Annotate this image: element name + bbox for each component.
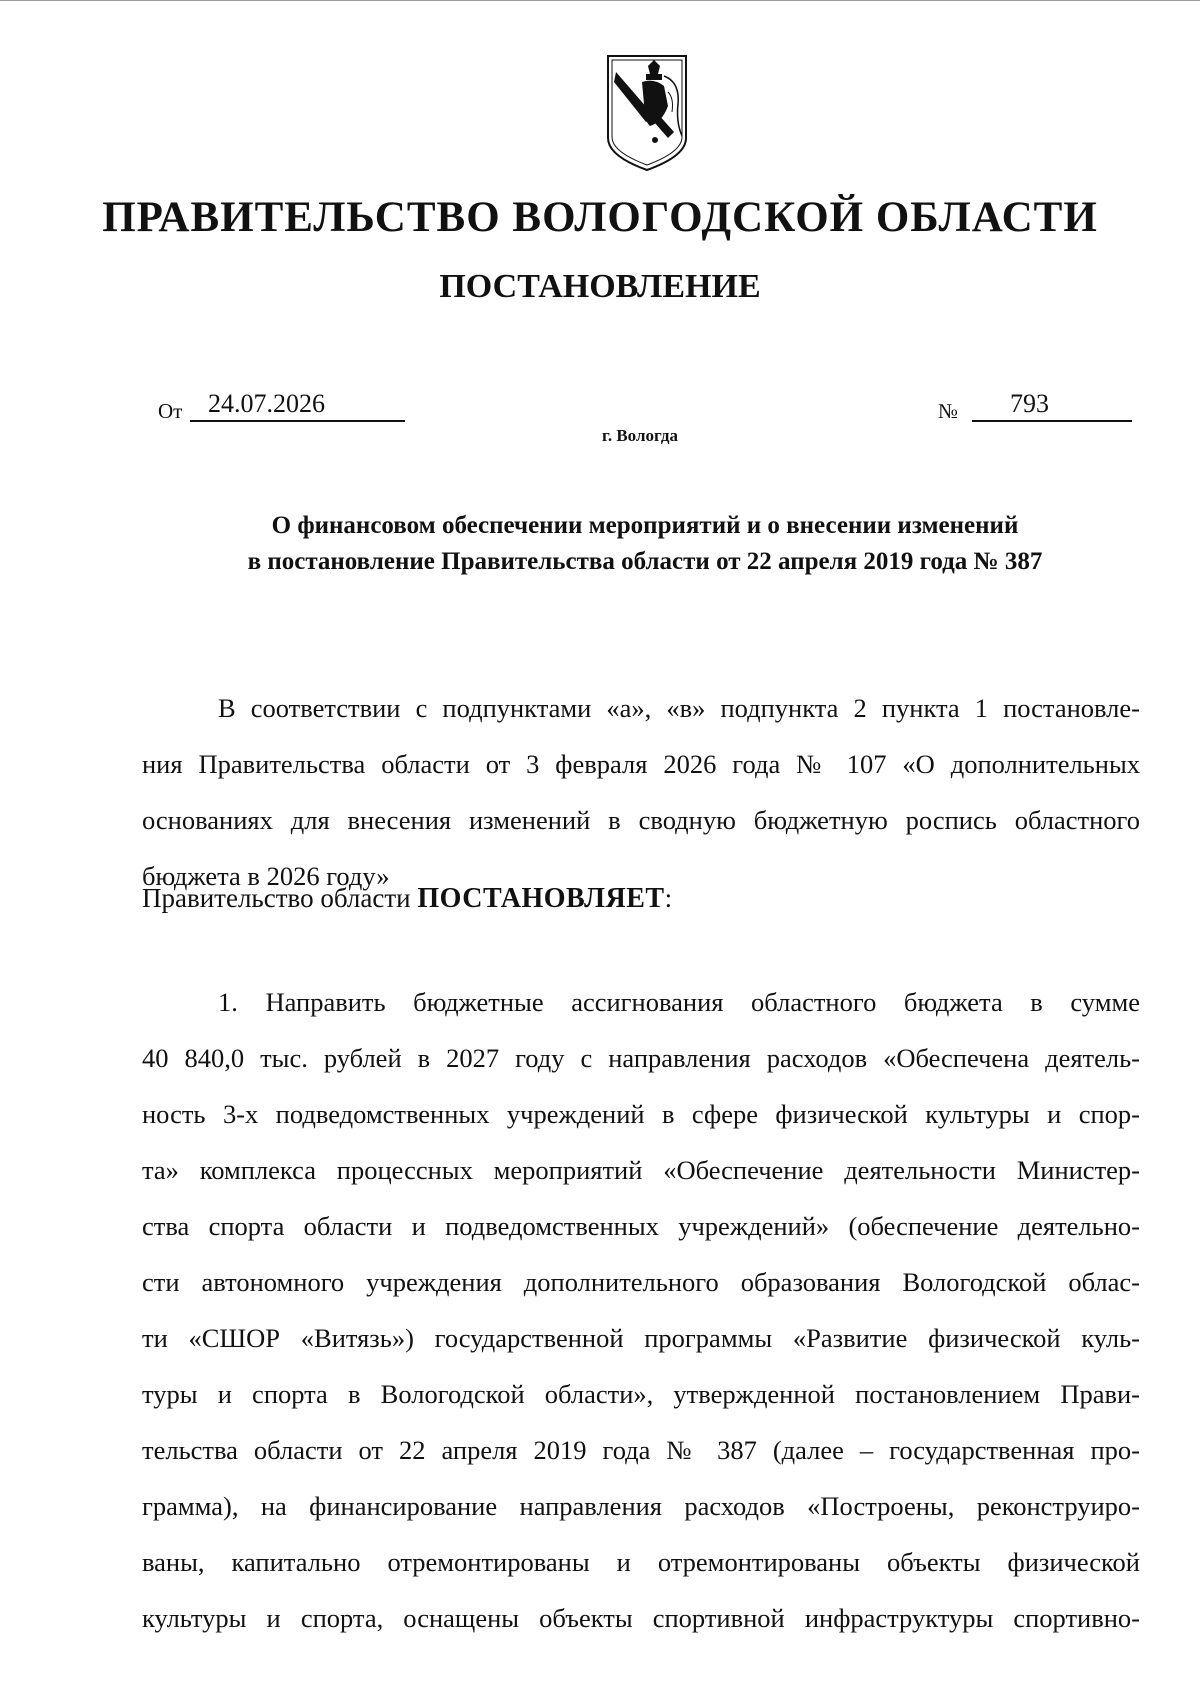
item-1-line: ти «СШОР «Витязь») государственной программы «Развитие физической куль-: [142, 1323, 1140, 1353]
item-1-line: сти автономного учреждения дополнительного образования Вологодской облас-: [142, 1267, 1140, 1297]
item-1-line: ства спорта области и подведомственных учреждений» (обеспечение деятельно-: [142, 1211, 1140, 1241]
item-1-line: грамма), на финансирование направления расходов «Построены, реконструиро-: [142, 1491, 1140, 1521]
document-number: 793: [1010, 389, 1049, 418]
item-1-line: ность 3-х подведомственных учреждений в сфере физической культуры и спор-: [142, 1099, 1140, 1129]
number-underline: [972, 420, 1132, 422]
preamble-line: В соответствии с подпунктами «а», «в» подпункта 2 пункта 1 постановле-: [218, 693, 1140, 723]
item-1-line: туры и спорта в Вологодской области», утвержденной постановлением Прави-: [142, 1379, 1140, 1409]
item-1-paragraph: [142, 974, 1140, 1646]
subject-line: О финансовом обеспечении мероприятий и о внесении изменений: [271, 512, 1019, 539]
number-prefix: №: [938, 399, 959, 423]
preamble-line: бюджета в 2026 году»: [142, 861, 390, 891]
date-underline: [190, 420, 405, 422]
item-1-line: ваны, капитально отремонтированы и отремонтированы объекты физической: [142, 1547, 1140, 1577]
resolve-prefix: Правительство области: [142, 883, 411, 913]
government-title: ПРАВИТЕЛЬСТВО ВОЛОГОДСКОЙ ОБЛАСТИ: [102, 194, 1098, 241]
subject-line: в постановление Правительства области от 22 апреля 2019 года № 387: [247, 548, 1043, 575]
document-type-title: ПОСТАНОВЛЕНИЕ: [439, 268, 761, 305]
coat-of-arms-icon: [602, 52, 692, 172]
item-1-line: культуры и спорта, оснащены объекты спортивной инфраструктуры спортивно-: [142, 1603, 1140, 1633]
resolve-suffix: :: [664, 883, 673, 913]
document-subject: [0, 508, 1200, 580]
city-label: г. Вологда: [602, 426, 678, 445]
date-prefix: От: [158, 399, 183, 423]
item-1-line: 40 840,0 тыс. рублей в 2027 году с направления расходов «Обеспечена деятель-: [142, 1043, 1140, 1073]
item-1-line: 1. Направить бюджетные ассигнования областного бюджета в сумме: [218, 987, 1140, 1017]
resolve-keyword: ПОСТАНОВЛЯЕТ: [417, 883, 665, 914]
preamble-line: ния Правительства области от 3 февраля 2026 года № 107 «О дополнительных: [142, 749, 1140, 779]
preamble-line: основаниях для внесения изменений в сводную бюджетную роспись областного: [142, 805, 1140, 835]
preamble-paragraph: [142, 680, 1140, 904]
item-1-line: та» комплекса процессных мероприятий «Обеспечение деятельности Министер-: [142, 1155, 1140, 1185]
scan-edge-line: [0, 0, 1200, 1]
item-1-line: тельства области от 22 апреля 2019 года № 387 (далее – государственная про-: [142, 1435, 1140, 1465]
resolve-line: [142, 878, 672, 919]
document-date: 24.07.2026: [208, 389, 325, 418]
